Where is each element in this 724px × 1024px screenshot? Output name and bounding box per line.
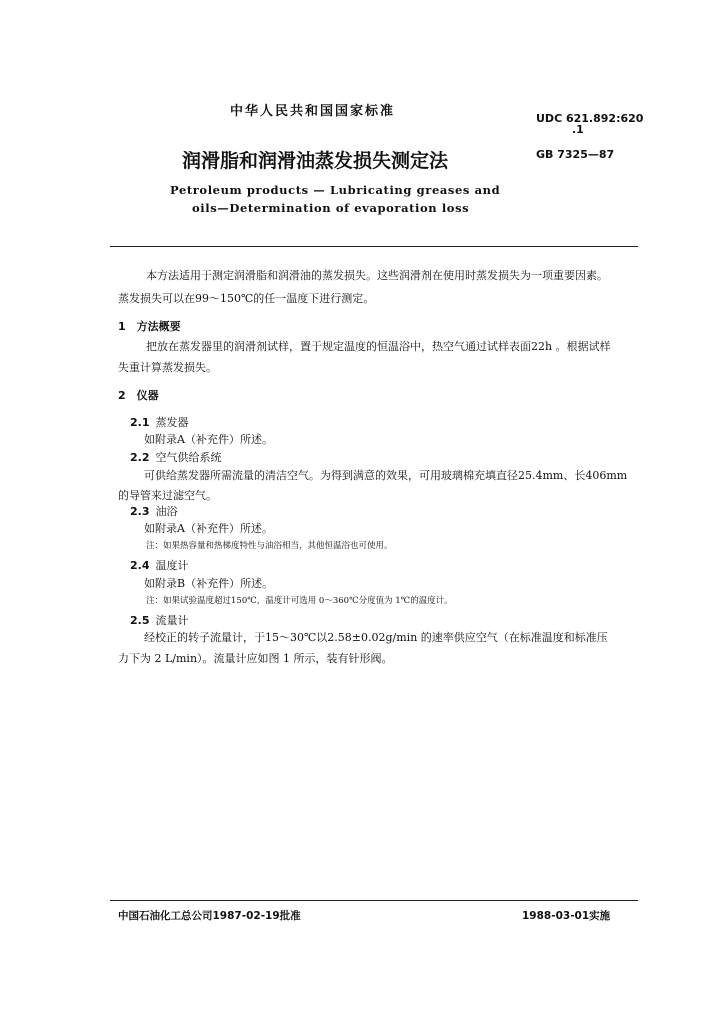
clause-2-5-heading: 2.5 流量计 [130, 614, 189, 627]
clause-2-2-heading: 2.2 空气供给系统 [130, 451, 222, 464]
clause-2-2-text-line1: 可供给蒸发器所需流量的清洁空气。为得到满意的效果，可用玻璃棉充填直径25.4mm、长406mm [144, 469, 628, 482]
gb-standard-number: GB 7325—87 [536, 148, 615, 161]
section-2-heading: 2 仪器 [118, 389, 159, 402]
clause-2-3-text: 如附录A（补充件）所述。 [144, 522, 273, 535]
clause-2-2-text-line2: 的导管来过滤空气。 [118, 489, 217, 502]
approval-date: 中国石油化工总公司1987-02-19批准 [118, 910, 301, 922]
intro-paragraph-line1: 本方法适用于测定润滑脂和润滑油的蒸发损失。这些润滑剂在使用时蒸发损失为一项重要因素。 [146, 269, 608, 282]
clause-2-1-text: 如附录A（补充件）所述。 [144, 433, 273, 446]
udc-code-continuation: .1 [572, 123, 584, 136]
clause-2-1-heading: 2.1 蒸发器 [130, 416, 189, 429]
document-title-english-line1: Petroleum products — Lubricating greases and [170, 183, 501, 197]
clause-2-4-note: 注：如果试验温度超过150℃，温度计可选用 0～360℃分度值为 1℃的温度计。 [146, 596, 453, 606]
section-1-text-line1: 把放在蒸发器里的润滑剂试样，置于规定温度的恒温浴中，热空气通过试样表面22h 。根据试样 [146, 340, 611, 353]
document-title-chinese: 润滑脂和润滑油蒸发损失测定法 [182, 150, 449, 172]
clause-2-5-text-line1: 经校正的转子流量计，于15～30℃以2.58±0.02g/min 的速率供应空气（在标准温度和标准压 [144, 631, 608, 644]
section-1-heading: 1 方法概要 [118, 320, 181, 333]
header-divider [110, 246, 638, 247]
national-standard-label: 中华人民共和国国家标准 [230, 104, 396, 119]
document-title-english-line2: oils—Determination of evaporation loss [192, 201, 470, 215]
section-1-text-line2: 失重计算蒸发损失。 [118, 361, 217, 374]
intro-paragraph-line2: 蒸发损失可以在99～150℃的任一温度下进行测定。 [118, 292, 375, 305]
clause-2-3-note: 注：如果热容量和热梯度特性与油浴相当，其他恒温浴也可使用。 [146, 541, 393, 551]
clause-2-5-text-line2: 力下为 2 L/min）。流量计应如图 1 所示，装有针形阀。 [118, 652, 393, 665]
clause-2-3-heading: 2.3 油浴 [130, 505, 178, 518]
footer-divider [110, 900, 638, 901]
clause-2-4-text: 如附录B（补充件）所述。 [144, 577, 274, 590]
udc-code: UDC 621.892:620 [536, 112, 644, 125]
effective-date: 1988-03-01实施 [522, 910, 611, 922]
clause-2-4-heading: 2.4 温度计 [130, 559, 189, 572]
